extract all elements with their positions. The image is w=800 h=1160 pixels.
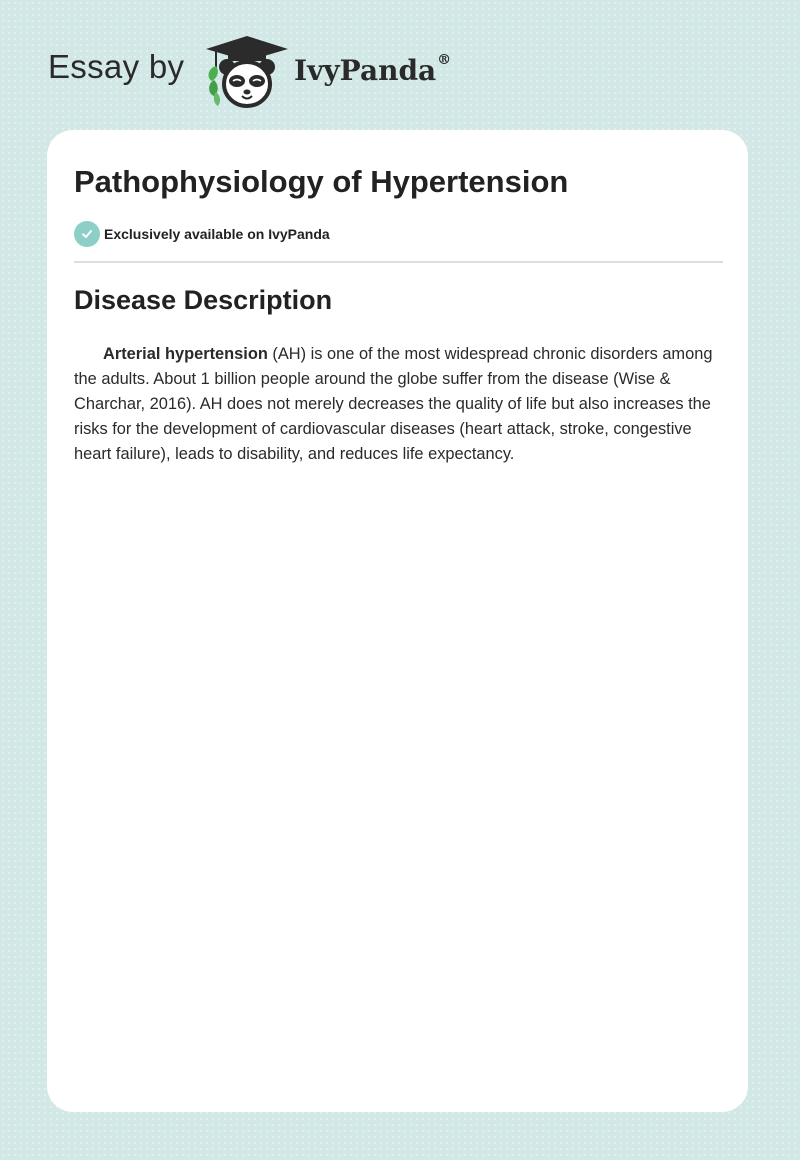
paragraph-text: (AH) is one of the most widespread chronic disorders among the adults. About 1 billion people around the globe suffer from the disease (Wise & Charchar, 2016). AH does not merely decreases the quality of life but also increases the risks for the development of cardiovascular diseases (heart attack, stroke, congestive heart failure), leads to disability, and reduces life expectancy. <box>74 345 713 463</box>
section-heading: Disease Description <box>74 285 333 315</box>
essay-card <box>47 130 748 1112</box>
badge-text: Exclusively available on IvyPanda <box>104 226 330 242</box>
divider <box>74 261 723 263</box>
site-header <box>48 34 508 114</box>
essay-by-label: Essay by <box>48 48 185 85</box>
body-paragraph <box>74 342 726 467</box>
registered-mark: ® <box>437 52 452 68</box>
panda-graduate-icon[interactable] <box>202 34 292 110</box>
brand-name[interactable]: IvyPanda® <box>294 52 452 87</box>
exclusive-badge <box>74 221 330 247</box>
paragraph-lead-term: Arterial hypertension <box>103 345 268 363</box>
check-circle-icon <box>74 221 100 247</box>
page-title: Pathophysiology of Hypertension <box>74 164 569 199</box>
